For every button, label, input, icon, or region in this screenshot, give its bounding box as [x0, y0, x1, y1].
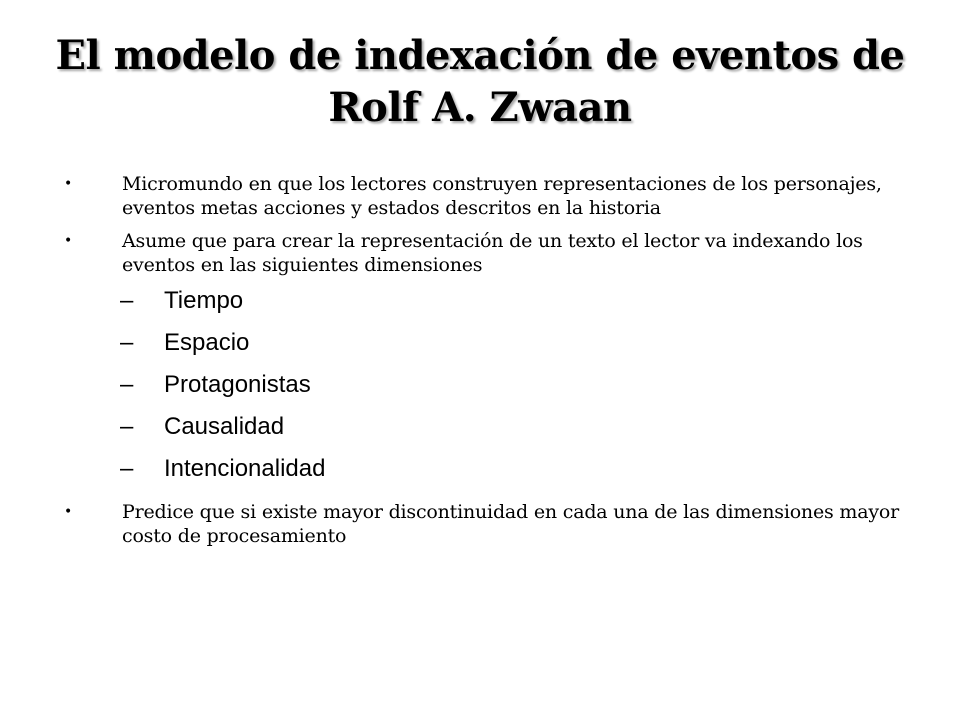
dimension-label: Espacio — [164, 329, 250, 356]
bullet-text: Predice que si existe mayor discontinuidad en cada una de las dimensiones mayor costo de procesamiento — [122, 501, 900, 547]
bullet-icon: • — [63, 233, 73, 249]
dimension-item-tiempo — [58, 286, 908, 328]
dimension-label: Protagonistas — [164, 371, 311, 398]
dimension-item-protagonistas — [58, 370, 908, 412]
bullet-list — [58, 172, 908, 557]
bullet-item-predice — [58, 500, 908, 548]
dimension-item-causalidad — [58, 412, 908, 454]
slide-title-line-1: El modelo de indexación de eventos de — [55, 32, 905, 79]
dimension-label: Causalidad — [164, 413, 285, 440]
dimension-label: Intencionalidad — [164, 455, 326, 482]
dimension-label: Tiempo — [164, 287, 244, 314]
bullet-icon: • — [63, 504, 73, 520]
bullet-text: Asume que para crear la representación de un texto el lector va indexando los eventos en las siguientes dimensiones — [122, 230, 863, 276]
dash-icon: – — [120, 287, 134, 314]
bullet-item-asume — [58, 229, 908, 277]
bullet-item-micromundo — [58, 172, 908, 220]
dash-icon: – — [120, 371, 134, 398]
slide-title-line-2: Rolf A. Zwaan — [328, 84, 632, 131]
dash-icon: – — [120, 455, 134, 482]
slide-title — [40, 30, 920, 134]
bullet-icon: • — [63, 176, 73, 192]
bullet-text: Micromundo en que los lectores construyen representaciones de los personajes, eventos metas acciones y estados descritos en la historia — [122, 173, 882, 219]
dimension-item-espacio — [58, 328, 908, 370]
dash-icon: – — [120, 329, 134, 356]
dash-icon: – — [120, 413, 134, 440]
dimension-item-intencionalidad — [58, 454, 908, 496]
